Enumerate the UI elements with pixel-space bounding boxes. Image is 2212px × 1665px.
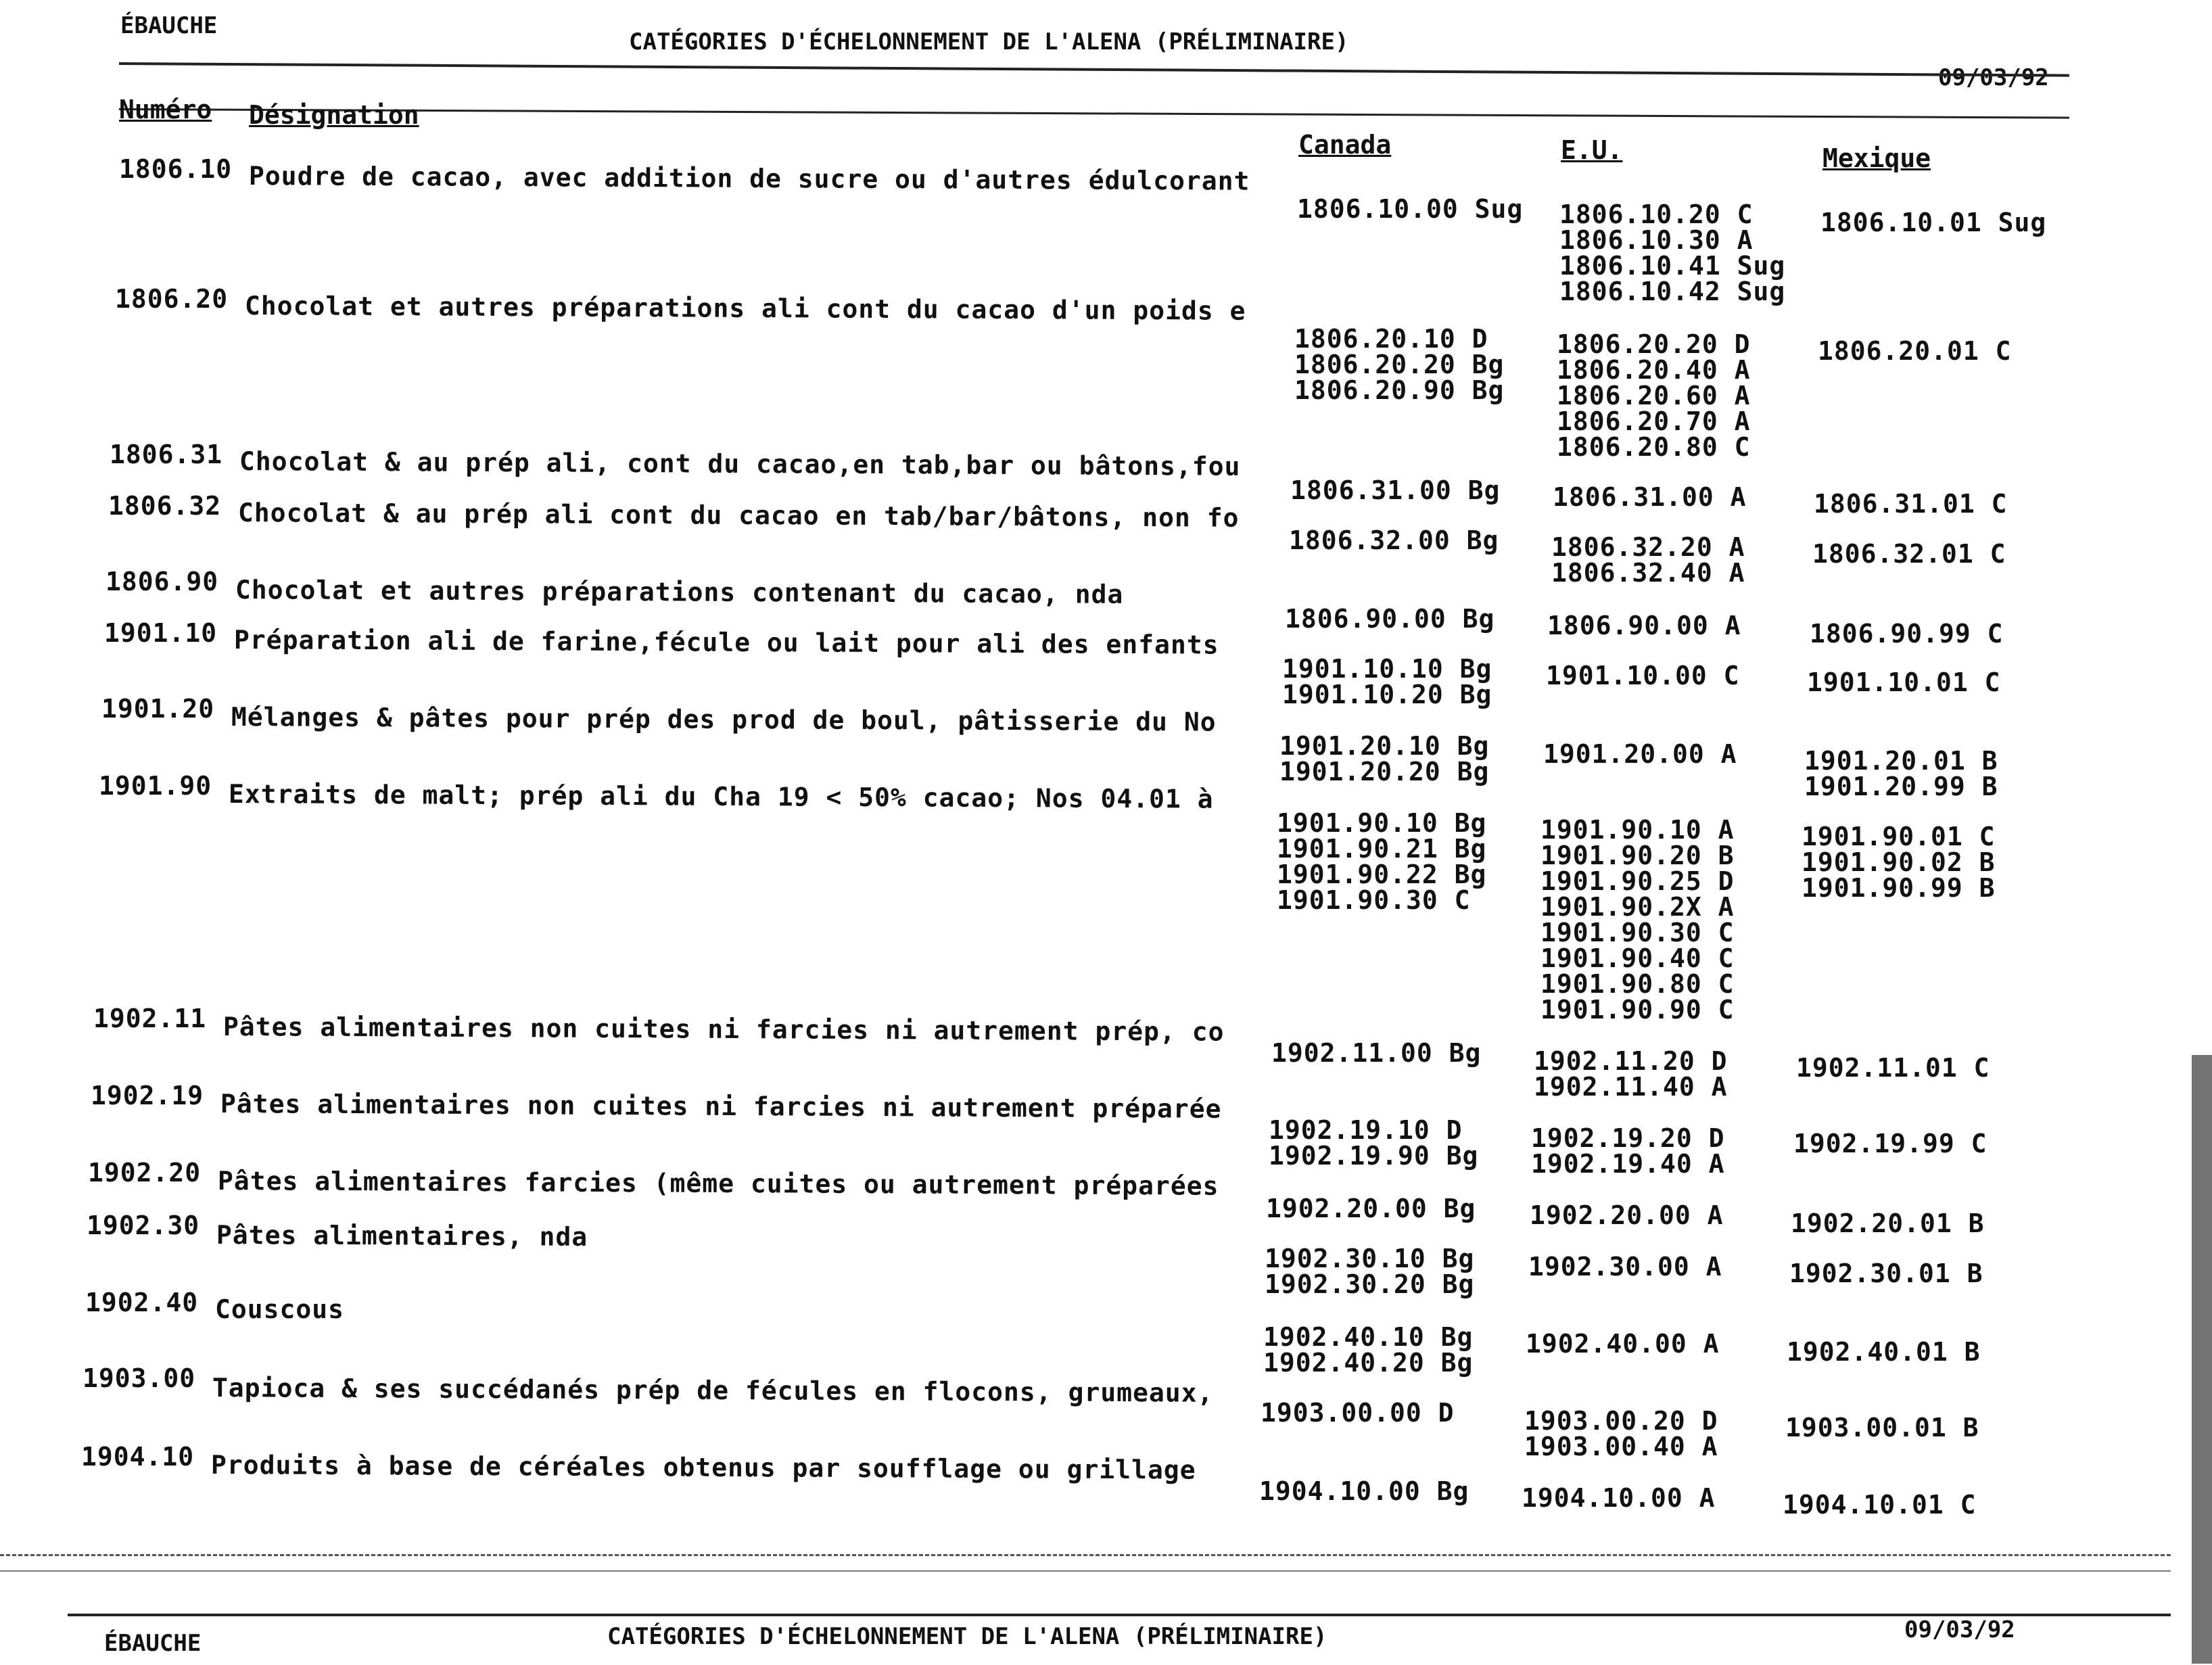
column-header-mexico: Mexique xyxy=(1822,143,1931,173)
page-break-rule xyxy=(0,1554,2171,1556)
mexico-codes: 1806.90.99 C xyxy=(1810,619,2004,649)
row-number: 1806.20 xyxy=(115,284,229,314)
us-codes: 1901.90.10 A 1901.90.20 B 1901.90.25 D 1901.90.2X A 1901.90.30 C 1901.90.40 C 1901.90.80 C 1901.90.90 C xyxy=(1540,815,1735,1025)
column-header-us: E.U. xyxy=(1561,135,1623,165)
row-designation: Couscous xyxy=(215,1294,345,1324)
canada-codes: 1806.32.00 Bg xyxy=(1289,525,1499,555)
row-number: 1901.10 xyxy=(104,618,218,648)
mexico-codes: 1904.10.01 C xyxy=(1783,1490,1977,1520)
row-number: 1806.90 xyxy=(105,567,219,596)
us-codes: 1901.10.00 C xyxy=(1546,661,1740,690)
mexico-codes: 1806.32.01 C xyxy=(1812,539,2006,569)
row-designation: Chocolat et autres préparations ali cont du cacao d'un poids e xyxy=(244,291,1246,326)
mexico-codes: 1902.11.01 C xyxy=(1796,1053,1990,1083)
canada-codes: 1806.90.00 Bg xyxy=(1285,604,1495,634)
us-codes: 1904.10.00 A xyxy=(1522,1483,1716,1513)
us-codes: 1902.30.00 A xyxy=(1528,1252,1722,1282)
canada-codes: 1901.10.10 Bg 1901.10.20 Bg xyxy=(1282,654,1492,709)
us-codes: 1806.32.20 A 1806.32.40 A xyxy=(1551,532,1745,588)
mexico-codes: 1806.31.01 C xyxy=(1814,489,2008,519)
column-header-canada: Canada xyxy=(1298,130,1392,160)
mexico-codes: 1806.20.01 C xyxy=(1818,336,2012,366)
row-number: 1902.19 xyxy=(91,1081,204,1110)
us-codes: 1902.19.20 D 1902.19.40 A xyxy=(1531,1123,1725,1179)
scan-edge-shadow xyxy=(2192,1055,2212,1664)
row-number: 1902.20 xyxy=(88,1158,202,1188)
mexico-codes: 1902.20.01 B xyxy=(1791,1209,1985,1238)
canada-codes: 1904.10.00 Bg xyxy=(1259,1476,1469,1506)
us-codes: 1806.31.00 A xyxy=(1553,482,1747,512)
row-designation: Tapioca & ses succédanés prép de fécules en flocons, grumeaux, xyxy=(212,1373,1214,1408)
row-designation: Chocolat & au prép ali cont du cacao en tab/bar/bâtons, non fo xyxy=(237,498,1240,533)
draft-label: ÉBAUCHE xyxy=(120,12,218,39)
row-designation: Pâtes alimentaires non cuites ni farcies ni autrement préparée xyxy=(220,1089,1222,1124)
row-number: 1901.90 xyxy=(99,771,212,801)
canada-codes: 1902.40.10 Bg 1902.40.20 Bg xyxy=(1263,1322,1474,1378)
page-break-line xyxy=(0,1570,2171,1572)
column-header-designation: Désignation xyxy=(249,100,419,130)
us-codes: 1901.20.00 A xyxy=(1543,739,1737,769)
us-codes: 1903.00.20 D 1903.00.40 A xyxy=(1524,1406,1718,1461)
canada-codes: 1901.20.10 Bg 1901.20.20 Bg xyxy=(1279,731,1490,787)
row-designation: Préparation ali de farine,fécule ou lait pour ali des enfants xyxy=(233,625,1219,660)
footer-draft-label: ÉBAUCHE xyxy=(104,1630,202,1657)
footer-date: 09/03/92 xyxy=(1904,1616,2015,1643)
page-title: CATÉGORIES D'ÉCHELONNEMENT DE L'ALENA (PRÉLIMINAIRE) xyxy=(629,28,1349,55)
row-designation: Pâtes alimentaires non cuites ni farcies ni autrement prép, co xyxy=(222,1012,1225,1047)
mexico-codes: 1902.30.01 B xyxy=(1789,1259,1983,1288)
mexico-codes: 1901.10.01 C xyxy=(1807,667,2001,697)
canada-codes: 1902.30.10 Bg 1902.30.20 Bg xyxy=(1265,1244,1475,1299)
row-designation: Poudre de cacao, avec addition de sucre ou d'autres édulcorant xyxy=(248,161,1250,196)
us-codes: 1806.90.00 A xyxy=(1547,611,1741,640)
row-number: 1901.20 xyxy=(101,694,215,724)
us-codes: 1902.11.20 D 1902.11.40 A xyxy=(1534,1046,1728,1102)
row-number: 1806.10 xyxy=(119,154,233,184)
canada-codes: 1806.31.00 Bg xyxy=(1290,475,1501,505)
mexico-codes: 1901.90.01 C 1901.90.02 B 1901.90.99 B xyxy=(1802,822,1996,903)
row-number: 1904.10 xyxy=(81,1442,195,1472)
row-number: 1806.32 xyxy=(108,491,222,521)
row-number: 1903.00 xyxy=(83,1363,196,1393)
us-codes: 1902.20.00 A xyxy=(1530,1200,1724,1230)
canada-codes: 1903.00.00 D xyxy=(1261,1398,1455,1428)
canada-codes: 1901.90.10 Bg 1901.90.21 Bg 1901.90.22 Bg 1901.90.30 C xyxy=(1277,808,1487,915)
row-designation: Chocolat et autres préparations contenant du cacao, nda xyxy=(235,575,1124,609)
row-designation: Extraits de malt; prép ali du Cha 19 < 50% cacao; Nos 04.01 à xyxy=(228,779,1214,814)
row-designation: Produits à base de céréales obtenus par soufflage ou grillage xyxy=(210,1450,1196,1485)
row-number: 1806.31 xyxy=(110,440,223,469)
canada-codes: 1806.10.00 Sug xyxy=(1297,194,1524,224)
header-rule xyxy=(119,62,2069,77)
mexico-codes: 1902.40.01 B xyxy=(1787,1337,1981,1367)
mexico-codes: 1901.20.01 B 1901.20.99 B xyxy=(1804,746,1998,801)
row-designation: Pâtes alimentaires farcies (même cuites ou autrement préparées xyxy=(217,1166,1219,1201)
us-codes: 1806.20.20 D 1806.20.40 A 1806.20.60 A 1806.20.70 A 1806.20.80 C xyxy=(1557,329,1751,462)
row-number: 1902.40 xyxy=(85,1288,199,1317)
footer-rule xyxy=(68,1614,2171,1616)
footer-title: CATÉGORIES D'ÉCHELONNEMENT DE L'ALENA (PRÉLIMINAIRE) xyxy=(607,1623,1327,1650)
row-designation: Pâtes alimentaires, nda xyxy=(216,1220,588,1252)
row-designation: Chocolat & au prép ali, cont du cacao,en tab,bar ou bâtons,fou xyxy=(239,446,1241,482)
canada-codes: 1902.11.00 Bg xyxy=(1271,1038,1482,1068)
canada-codes: 1806.20.10 D 1806.20.20 Bg 1806.20.90 Bg xyxy=(1294,324,1505,405)
column-header-number: Numéro xyxy=(119,95,212,124)
mexico-codes: 1903.00.01 B xyxy=(1785,1413,1979,1443)
mexico-codes: 1902.19.99 C xyxy=(1793,1129,1987,1158)
row-designation: Mélanges & pâtes pour prép des prod de boul, pâtisserie du No xyxy=(231,702,1217,737)
us-codes: 1902.40.00 A xyxy=(1526,1329,1720,1359)
mexico-codes: 1806.10.01 Sug xyxy=(1820,208,2047,237)
page-date: 09/03/92 xyxy=(1938,64,2049,91)
row-number: 1902.11 xyxy=(93,1004,207,1033)
canada-codes: 1902.19.10 D 1902.19.90 Bg xyxy=(1269,1115,1479,1171)
row-number: 1902.30 xyxy=(87,1211,200,1240)
canada-codes: 1902.20.00 Bg xyxy=(1266,1194,1476,1223)
us-codes: 1806.10.20 C 1806.10.30 A 1806.10.41 Sug 1806.10.42 Sug xyxy=(1559,200,1786,306)
